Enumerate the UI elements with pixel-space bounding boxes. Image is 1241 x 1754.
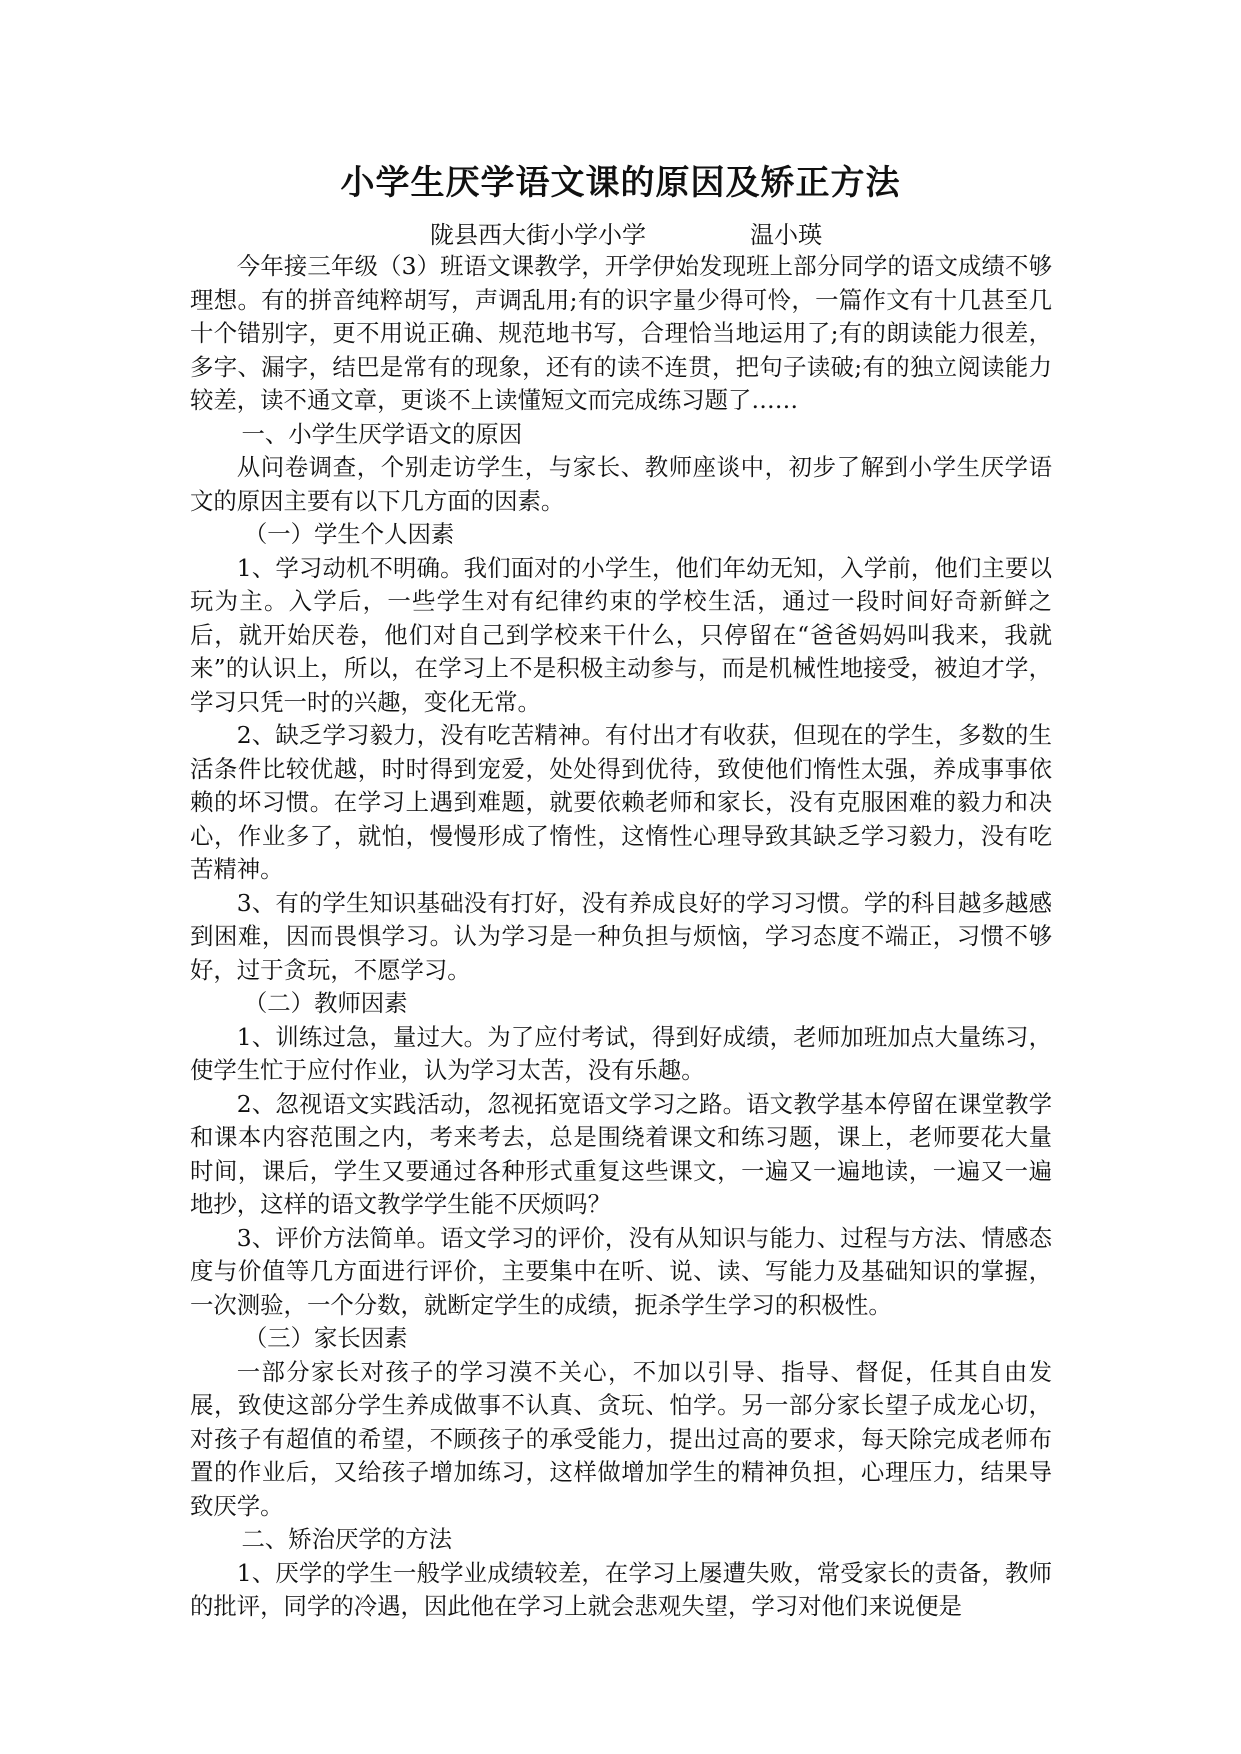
- section-heading: 一、小学生厌学语文的原因: [241, 419, 523, 448]
- paragraph: 2、缺乏学习毅力，没有吃苦精神。有付出才有收获，但现在的学生，多数的生活条件比较优越，时时得到宠爱，处处得到优待，致使他们惰性太强，养成事事依赖的坏习惯。在学习上遇到难题，就要依赖老师和家长，没有克服困难的毅力和决心，作业多了，就怕，慢慢形成了惰性，这惰性心理导致其缺乏学习毅力，没有吃苦精神。: [190, 721, 1052, 883]
- section-heading: 二、矫治厌学的方法: [241, 1525, 452, 1553]
- paragraph: 一部分家长对孩子的学习漠不关心，不加以引导、指导、督促，任其自由发展，致使这部分学生养成做事不认真、贪玩、怕学。另一部分家长望子成龙心切，对孩子有超值的希望，不顾孩子的承受能力，提出过高的要求，每天除完成老师布置的作业后，又给孩子增加练习，这样做增加学生的精神负担，心理压力，结果导致厌学。: [190, 1357, 1052, 1520]
- intro-paragraph: 今年接三年级（3）班语文课教学，开学伊始发现班上部分同学的语文成绩不够理想。有的拼音纯粹胡写，声调乱用;有的识字量少得可怜，一篇作文有十几甚至几十个错别字，更不用说正确、规范地书写，合理恰当地运用了;有的朗读能力很差，多字、漏字，结巴是常有的现象，还有的读不连贯，把句子读破;有的独立阅读能力较差，读不通文章，更谈不上读懂短文而完成练习题了……: [190, 252, 1052, 414]
- paragraph: 1、厌学的学生一般学业成绩较差，在学习上屡遭失败，常受家长的责备，教师的批评，同学的冷遇，因此他在学习上就会悲观失望，学习对他们来说便是: [190, 1558, 1052, 1620]
- subsection-heading: （三）家长因素: [243, 1324, 408, 1352]
- document-title: 小学生厌学语文课的原因及矫正方法: [340, 163, 901, 203]
- subsection-heading: （一）学生个人因素: [243, 520, 455, 548]
- paragraph: 3、有的学生知识基础没有打好，没有养成良好的学习习惯。学的科目越多越感到困难，因而畏惧学习。认为学习是一种负担与烦恼，学习态度不端正，习惯不够好，过于贪玩，不愿学习。: [190, 888, 1052, 984]
- document-body: [190, 250, 1052, 1624]
- paragraph: 2、忽视语文实践活动，忽视拓宽语文学习之路。语文教学基本停留在课堂教学和课本内容范围之内，考来考去，总是围绕着课文和练习题，课上，老师要花大量时间，课后，学生又要通过各种形式重复这些课文，一遍又一遍地读，一遍又一遍地抄，这样的语文教学学生能不厌烦吗？: [190, 1089, 1052, 1218]
- paragraph: 3、评价方法简单。语文学习的评价，没有从知识与能力、过程与方法、情感态度与价值等几方面进行评价，主要集中在听、说、读、写能力及基础知识的掌握，一次测验，一个分数，就断定学生的成绩，扼杀学生学习的积极性。: [190, 1223, 1052, 1319]
- subsection-heading: （二）教师因素: [243, 989, 408, 1017]
- paragraph: 从问卷调查，个别走访学生，与家长、教师座谈中，初步了解到小学生厌学语文的原因主要有以下几方面的因素。: [190, 453, 1052, 515]
- author-name: 温小瑛: [750, 221, 822, 249]
- paragraph: 1、训练过急，量过大。为了应付考试，得到好成绩，老师加班加点大量练习，使学生忙于应付作业，认为学习太苦，没有乐趣。: [190, 1022, 1052, 1084]
- paragraph: 1、学习动机不明确。我们面对的小学生，他们年幼无知，入学前，他们主要以玩为主。入学后，一些学生对有纪律约束的学校生活，通过一段时间好奇新鲜之后，就开始厌卷，他们对自己到学校来干什么，只停留在“爸爸妈妈叫我来，我就来”的认识上，所以，在学习上不是积极主动参与，而是机械性地接受，被迫才学，学习只凭一时的兴趣，变化无常。: [190, 553, 1052, 716]
- school-name: 陇县西大街小学小学: [430, 221, 646, 249]
